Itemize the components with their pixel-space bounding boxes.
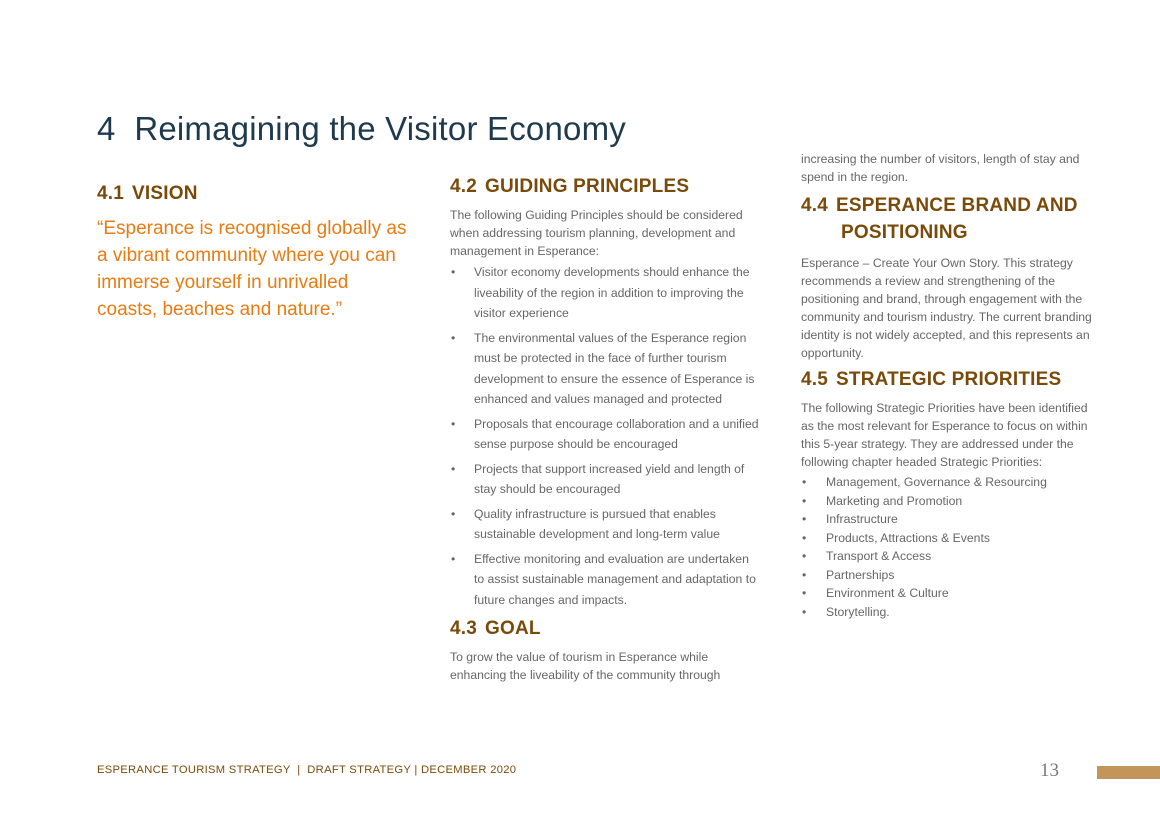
list-item (801, 529, 1101, 548)
list-item (801, 492, 1101, 511)
bullet: • (802, 475, 807, 489)
section-heading-text: STRATEGIC PRIORITIES (836, 369, 1062, 390)
goal-heading (450, 618, 760, 640)
chapter-number: 4 (97, 110, 116, 147)
list-item (801, 584, 1101, 603)
bullet: • (802, 604, 807, 619)
bullet: • (451, 551, 456, 566)
list-item (450, 262, 760, 324)
list-item (450, 414, 760, 455)
guiding-principles-section (450, 176, 760, 684)
bullet: • (802, 549, 807, 563)
footer-accent-bar (1097, 766, 1160, 779)
section-heading-text: ESPERANCE BRAND AND (836, 195, 1078, 216)
list-item-text: Partnerships (826, 567, 895, 582)
list-item-text: Projects that support increased yield and length of stay should be encouraged (474, 461, 745, 496)
bullet: • (802, 493, 807, 508)
brand-priorities-column (801, 150, 1101, 621)
bullet: • (802, 586, 807, 600)
list-item (450, 328, 760, 410)
goal-text: To grow the value of tourism in Esperance while enhancing the liveability of the community through (450, 650, 721, 682)
priorities-heading (801, 369, 1101, 391)
list-item (801, 547, 1101, 566)
list-item-text: Marketing and Promotion (826, 493, 963, 508)
list-item-text: Proposals that encourage collaboration and a unified sense purpose should be encouraged (474, 416, 759, 451)
bullet: • (451, 461, 456, 476)
bullet: • (451, 265, 456, 279)
section-number: 4.3 (450, 618, 478, 639)
goal-text-continued: increasing the number of visitors, length of stay and spend in the region. (801, 152, 1080, 184)
brand-heading (801, 192, 1101, 246)
chapter-title (97, 110, 626, 148)
section-heading-text: VISION (132, 183, 198, 204)
bullet: • (451, 506, 456, 521)
section-number: 4.4 (801, 195, 829, 216)
bullet: • (802, 530, 807, 545)
list-item (450, 459, 760, 500)
bullet: • (802, 512, 807, 526)
section-heading-continued: POSITIONING (841, 222, 968, 243)
brand-text: Esperance – Create Your Own Story. This strategy recommends a review and strengthening of the positioning and brand, through engagement with the community and tourism industry. The current branding identity is not widely accepted, and this represents an opportunity. (801, 256, 1092, 360)
bullet: • (802, 567, 807, 582)
list-item-text: Visitor economy developments should enhance the liveability of the region in addition to improving the visitor experience (474, 265, 750, 320)
bullet: • (451, 330, 456, 345)
footer-text: ESPERANCE TOURISM STRATEGY | DRAFT STRATEGY | DECEMBER 2020 (97, 764, 517, 776)
section-number: 4.5 (801, 369, 829, 390)
chapter-title-text: Reimagining the Visitor Economy (134, 110, 626, 147)
list-item (801, 566, 1101, 585)
bullet: • (451, 416, 456, 431)
page-number: 13 (1040, 760, 1059, 781)
list-item (801, 473, 1101, 492)
list-item (450, 549, 760, 611)
priorities-intro: The following Strategic Priorities have been identified as the most relevant for Esperance to focus on within this 5-year strategy. They are addressed under the following chapter headed Strategic Priorities: (801, 401, 1088, 469)
list-item-text: Infrastructure (826, 512, 898, 526)
vision-quote: “Esperance is recognised globally as a vibrant community where you can immerse yourself in unrivalled coasts, beaches and nature.” (97, 218, 407, 320)
section-heading-text: GUIDING PRINCIPLES (485, 176, 690, 197)
list-item-text: Environment & Culture (826, 586, 949, 600)
list-item-text: Storytelling. (826, 604, 890, 619)
list-item (450, 504, 760, 545)
guiding-principles-heading (450, 176, 760, 198)
section-heading-text: GOAL (485, 618, 541, 639)
list-item-text: Quality infrastructure is pursued that enables sustainable development and long-term value (474, 506, 720, 541)
list-item (801, 603, 1101, 622)
list-item-text: Effective monitoring and evaluation are undertaken to assist sustainable management and adaptation to future changes and impacts. (474, 551, 756, 607)
list-item-text: The environmental values of the Esperance region must be protected in the face of further tourism development to ensure the essence of Esperance is enhanced and values managed and protected (474, 330, 755, 406)
guiding-principles-intro: The following Guiding Principles should be considered when addressing tourism planning, development and management in Esperance: (450, 208, 743, 258)
priorities-list (801, 473, 1101, 621)
list-item-text: Transport & Access (826, 549, 932, 563)
vision-heading (97, 183, 407, 205)
section-number: 4.2 (450, 176, 478, 197)
guiding-principles-list (450, 262, 760, 610)
list-item (801, 510, 1101, 529)
list-item-text: Management, Governance & Resourcing (826, 475, 1047, 489)
list-item-text: Products, Attractions & Events (826, 530, 990, 545)
section-number: 4.1 (97, 183, 125, 204)
vision-section (97, 183, 407, 323)
